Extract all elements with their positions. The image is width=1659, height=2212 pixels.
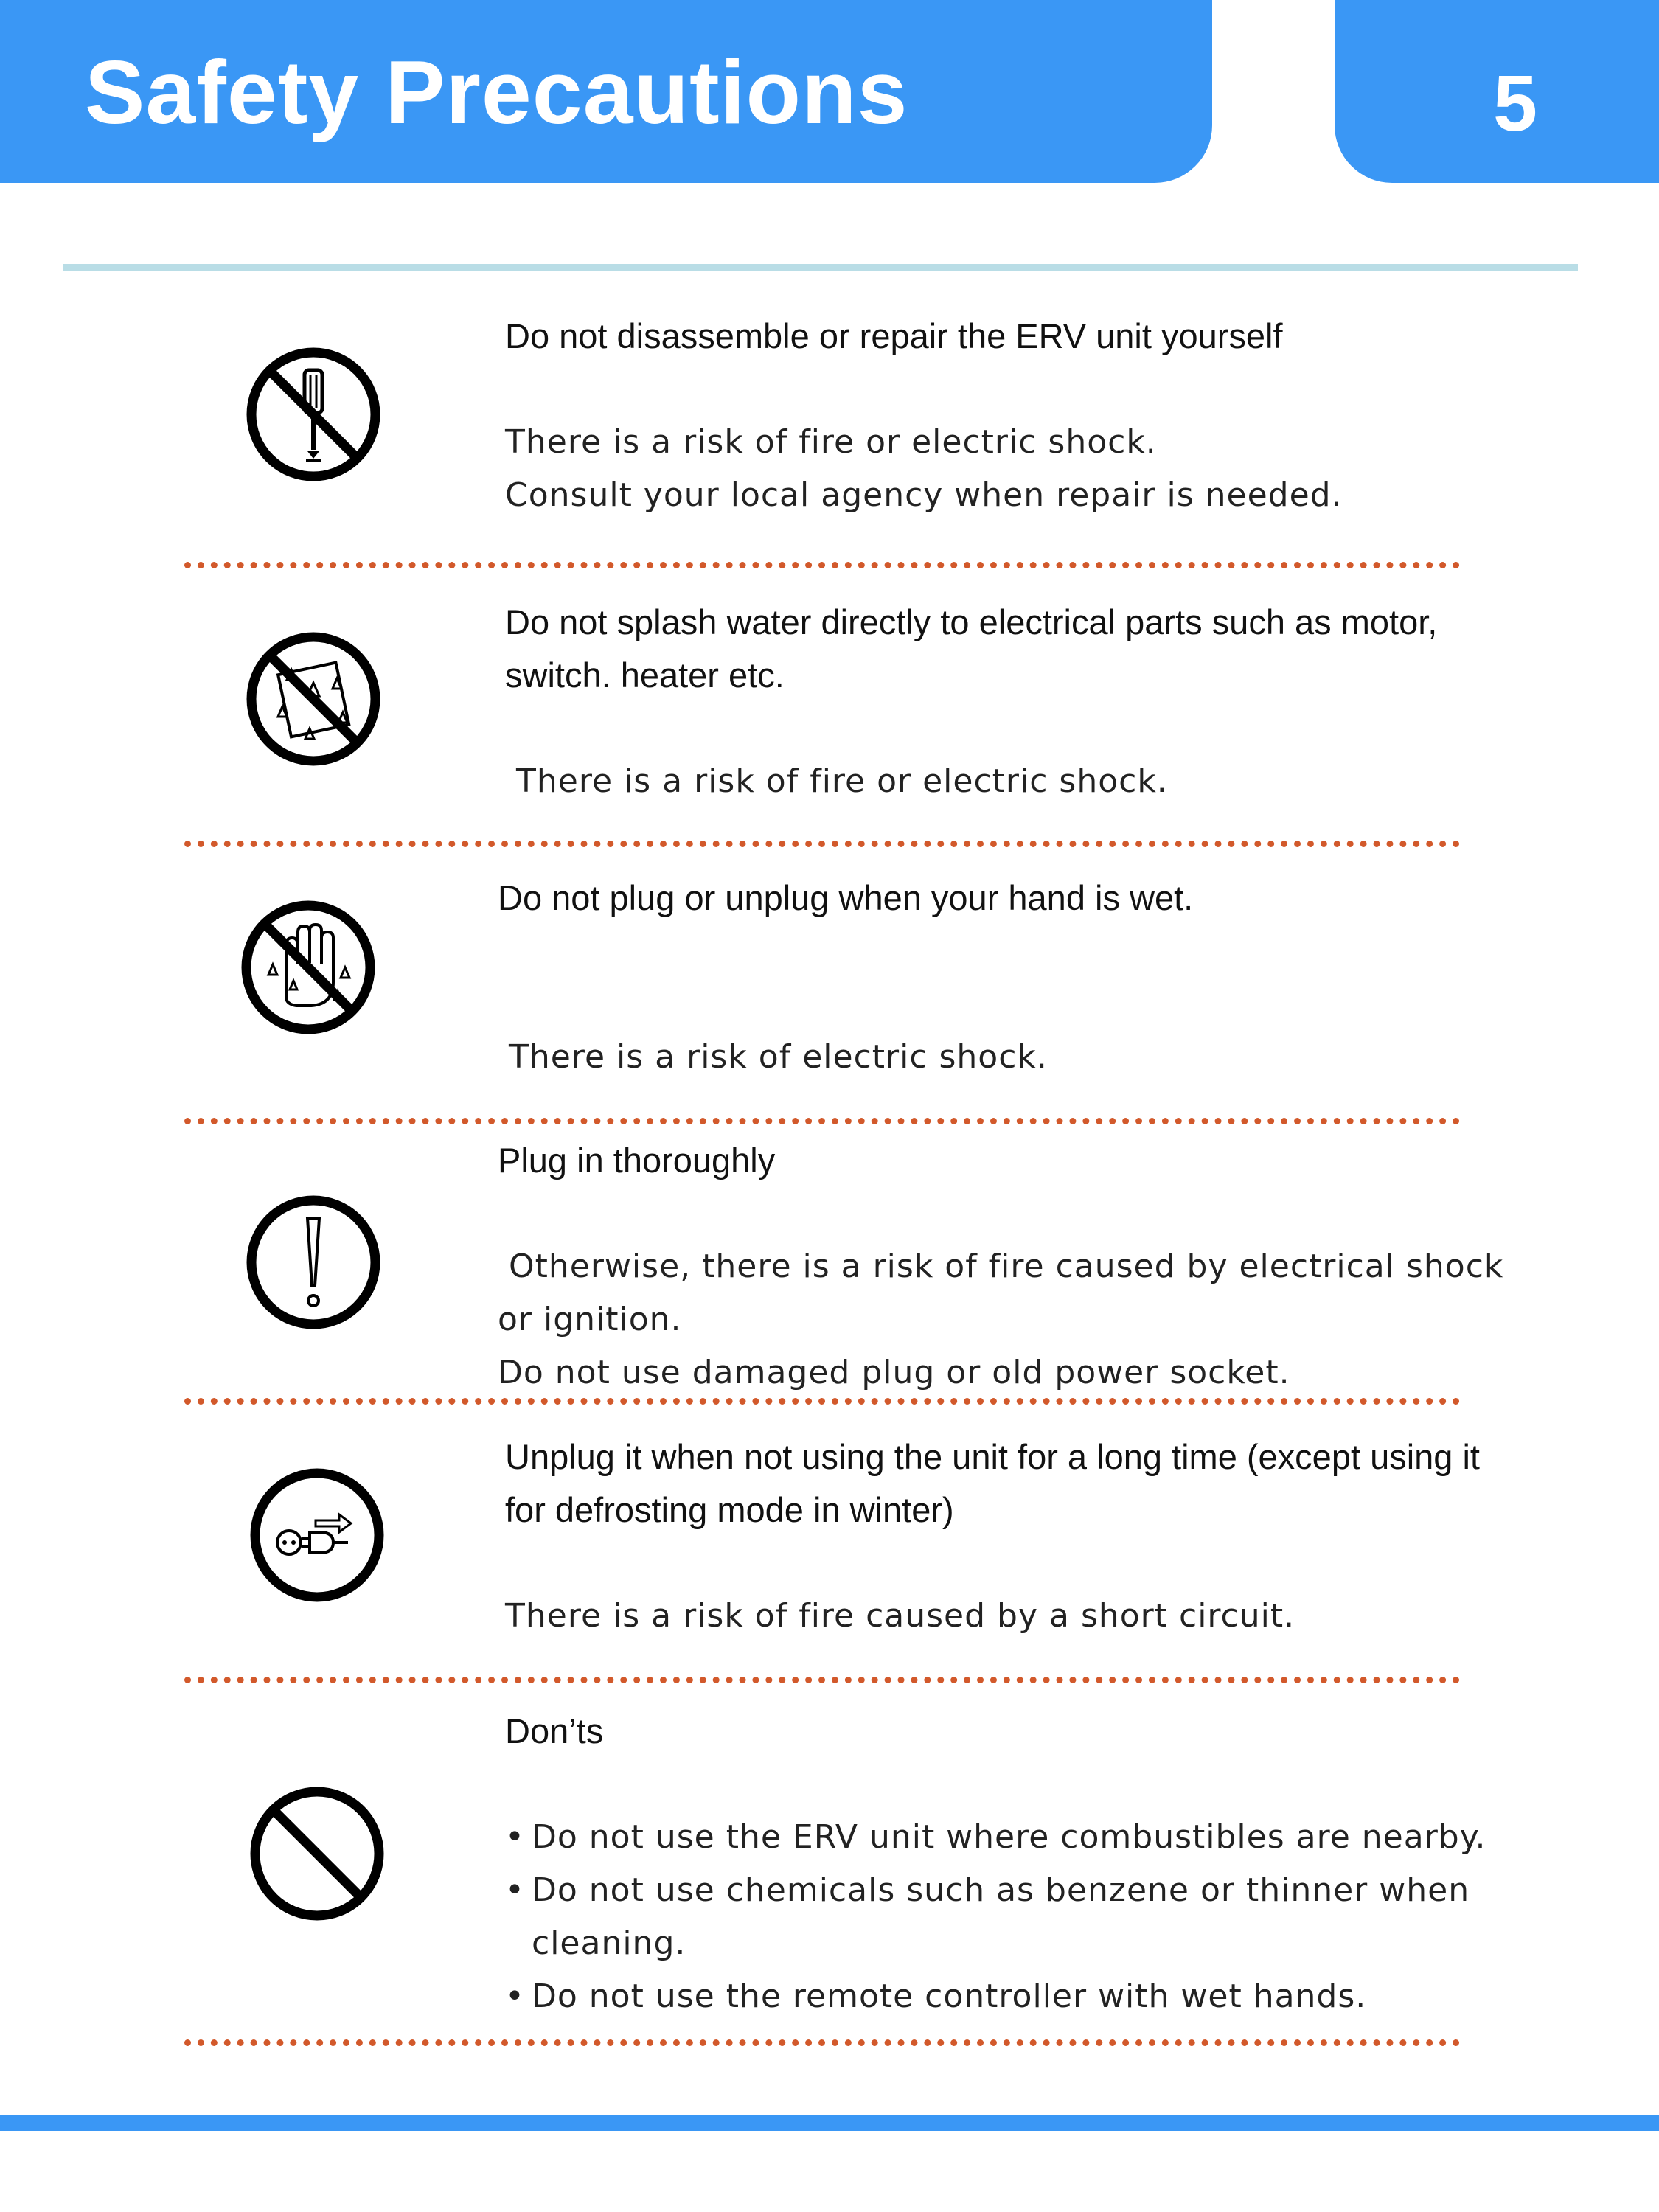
page-title: Safety Precautions	[85, 42, 908, 142]
section-divider	[184, 1118, 1460, 1124]
section-title: Plug in thoroughly	[498, 1141, 776, 1180]
section-title: Do not splash water directly to electrical parts such as motor, switch. heater etc.	[505, 602, 1438, 695]
section-divider	[184, 2039, 1460, 2046]
top-rule	[63, 264, 1578, 271]
section-text: There is a risk of fire or electric shock.	[516, 762, 1168, 800]
donts-list	[505, 1811, 1552, 2023]
list-item: • Do not use the remote controller with wet hands.	[505, 1970, 1552, 2023]
section-divider	[184, 841, 1460, 847]
section-title: Unplug it when not using the unit for a long time (except using it for defrosting mode in winter)	[505, 1437, 1480, 1529]
section-divider	[184, 562, 1460, 568]
no-wet-hands-icon	[234, 894, 382, 1041]
section-text: Consult your local agency when repair is needed.	[505, 476, 1343, 514]
list-item: • Do not use the ERV unit where combustibles are nearby.	[505, 1811, 1552, 1864]
list-item: • Do not use chemicals such as benzene or thinner when cleaning.	[505, 1864, 1552, 1970]
no-disassembly-icon	[240, 341, 387, 488]
section-divider	[184, 1398, 1460, 1405]
no-water-splash-icon	[240, 625, 387, 773]
page-number: 5	[1493, 58, 1538, 147]
section-title: Do not disassemble or repair the ERV unit yourself	[505, 316, 1283, 355]
section-text: There is a risk of fire caused by a short circuit.	[505, 1597, 1295, 1635]
section-text: Otherwise, there is a risk of fire caused by electrical shock or ignition.	[498, 1248, 1504, 1338]
unplug-icon	[243, 1461, 391, 1609]
section-text: Do not use damaged plug or old power socket.	[498, 1354, 1290, 1391]
section-text: There is a risk of fire or electric shock.	[505, 423, 1157, 461]
section-title: Do not plug or unplug when your hand is wet.	[498, 878, 1194, 917]
section-text: There is a risk of electric shock.	[509, 1038, 1048, 1076]
prohibited-icon	[243, 1780, 391, 1927]
section-divider	[184, 1677, 1460, 1683]
bottom-bar	[0, 2115, 1659, 2131]
caution-exclamation-icon	[240, 1189, 387, 1336]
section-title: Don’ts	[505, 1711, 604, 1750]
